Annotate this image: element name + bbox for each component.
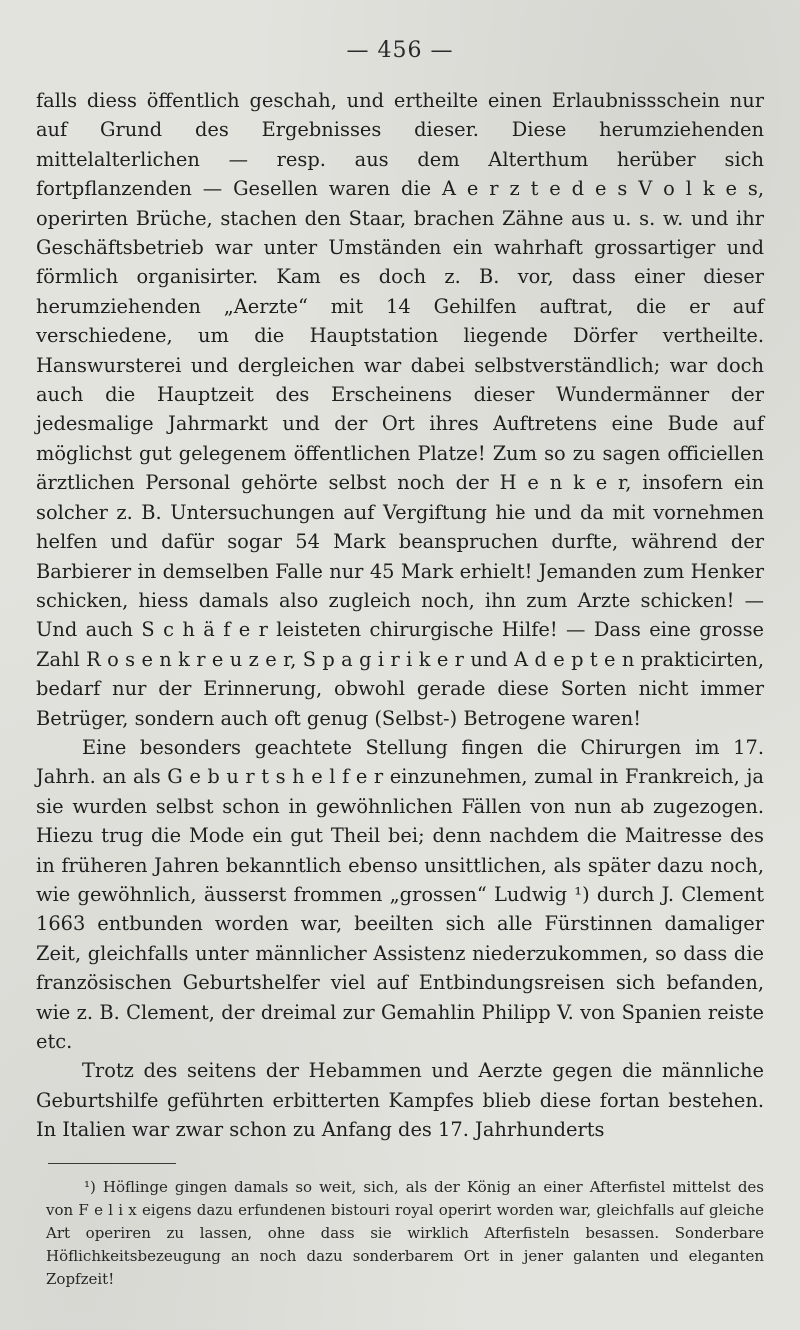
paragraph-3: Trotz des seitens der Hebammen und Aerzte gegen die männliche Geburtshilfe geführten erbitterten Kampfes blieb diese fortan bestehen. In Italien war zwar schon zu Anfang des 17. Jahrhunderts bbox=[36, 1059, 764, 1142]
page-number: — 456 — bbox=[346, 38, 454, 63]
footnotes bbox=[46, 1176, 764, 1291]
paragraph-2: Eine besonders geachtete Stellung fingen die Chirurgen im 17. Jahrh. an als G e b u r t s h e l f e r einzunehmen, zumal in Frankreich, ja sie wurden selbst schon in gewöhnlichen Fällen von nun ab zugezogen. Hiezu trug die Mode ein gut Theil bei; denn nachdem die Maitresse des in früheren Jahren bekanntlich ebenso unsittlichen, als später dazu noch, wie gewöhnlich, äusserst frommen „grossen“ Ludwig ¹) durch J. Clement 1663 entbunden worden war, beeilten sich alle Fürstinnen damaliger Zeit, gleichfalls unter männlicher Assistenz niederzukommen, so dass die französischen Geburtshelfer viel auf Entbindungsreisen sich befanden, wie z. B. Clement, der dreimal zur Gemahlin Philipp V. von Spanien reiste etc. bbox=[36, 735, 764, 1053]
footnote-1: ¹) Höflinge gingen damals so weit, sich, als der König an einer Afterfistel mittelst des von F e l i x eigens dazu erfundenen bistouri royal operirt worden war, gleichfalls auf gleiche Art operiren zu lassen, ohne dass sie wirklich Afterfisteln besassen. Sonderbare Höflichkeitsbezeugung an noch dazu sonderbarem Ort in jener galanten und eleganten Zopfzeit! bbox=[46, 1178, 764, 1288]
footnote-divider bbox=[48, 1163, 176, 1164]
main-text bbox=[36, 86, 764, 1145]
paragraph-1: falls diess öffentlich geschah, und ertheilte einen Erlaubnissschein nur auf Grund des Ergebnisses dieser. Diese herumziehenden mittelalterlichen — resp. aus dem Alterthum herüber sich fortpflanzenden — Gesellen waren die A e r z t e d e s V o l k e s, operirten Brüche, stachen den Staar, brachen Zähne aus u. s. w. und ihr Geschäftsbetrieb war unter Umständen ein wahrhaft grossartiger und förmlich organisirter. Kam es doch z. B. vor, dass einer dieser herumziehenden „Aerzte“ mit 14 Gehilfen auftrat, die er auf verschiedene, um die Hauptstation liegende Dörfer vertheilte. Hanswursterei und dergleichen war dabei selbstverständlich; war doch auch die Hauptzeit des Erscheinens dieser Wundermänner der jedesmalige Jahrmarkt und der Ort ihres Auftretens eine Bude auf möglichst gut gelegenem öffentlichen Platze! Zum so zu sagen officiellen ärztlichen Personal gehörte selbst noch der H e n k e r, insofern ein solcher z. B. Untersuchungen auf Vergiftung hie und da mit vornehmen helfen und dafür sogar 54 Mark beanspruchen durfte, während der Barbierer in demselben Falle nur 45 Mark erhielt! Jemanden zum Henker schicken, hiess damals also zugleich noch, ihn zum Arzte schicken! — Und auch S c h ä f e r leisteten chirurgische Hilfe! — Dass eine grosse Zahl R o s e n k r e u z e r, S p a g i r i k e r und A d e p t e n prakticirten, bedarf nur der Erinnerung, obwohl gerade diese Sorten nicht immer Betrüger, sondern auch oft genug (Selbst-) Betrogene waren! bbox=[36, 89, 764, 730]
